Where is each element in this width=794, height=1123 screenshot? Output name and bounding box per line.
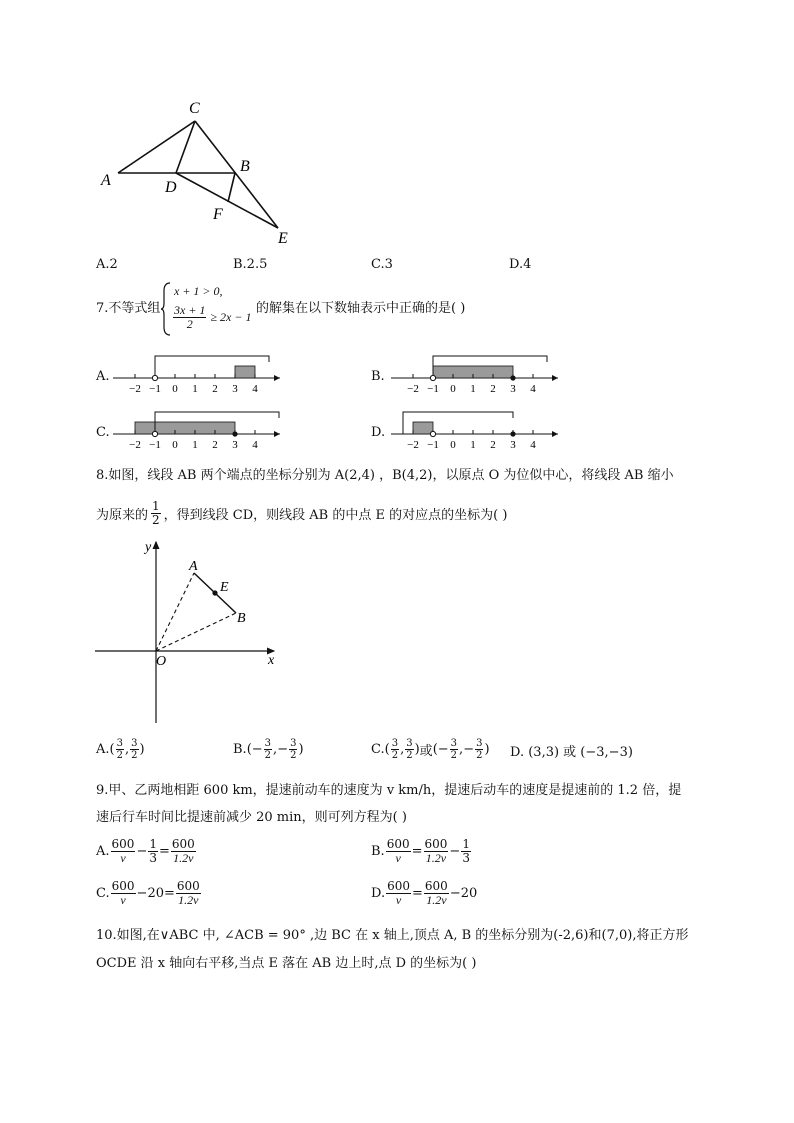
brace-icon [160,281,172,337]
q9-option-d[interactable]: D. $\frac{600}{v}$ = $\frac{600}{1.2v}$ − 20 [371,879,478,907]
axis-arrow [274,431,280,437]
axis-arrow [552,431,558,437]
q8-option-b[interactable]: B. ( − $\frac{3}{2}$ , − $\frac{3}{2}$ ) [233,738,304,761]
number-line-d [383,406,563,456]
tick-label: 0 [172,439,178,451]
tick-label: −1 [427,383,439,395]
q6-option-a[interactable]: A.2 [96,257,118,272]
q7-option-a-label[interactable]: A. [96,369,110,384]
label-e-q8: E [220,580,229,595]
open-endpoint [152,431,157,436]
q6-option-d[interactable]: D.4 [509,257,532,272]
tick-label: 2 [490,383,496,395]
tick-label: 1 [470,439,476,451]
segment-cd [176,121,195,173]
label-C: C [189,100,200,117]
tick-label: −1 [149,383,161,395]
tick-label: 4 [252,439,258,451]
label-o: O [156,654,167,669]
segment-de [176,173,278,228]
number-line-a [105,350,285,400]
number-line-b [383,350,563,400]
q8-line-1: 8.如图，线段 AB 两个端点的坐标分别为 A(2,4) ，B(4,2)，以原点 O 为位似中心，将线段 AB 缩小 [96,468,674,483]
tick-label: 3 [510,383,516,395]
q9-option-a[interactable]: A. $\frac{600}{v}$ − $\frac{1}{3}$ = $\frac{600}{1.2v}$ [96,837,195,865]
q8-option-c[interactable]: C. ( $\frac{3}{2}$ , $\frac{3}{2}$ ) 或 ( − $\frac{3}{2}$ , − $\frac{3}{2}$ ) [371,738,490,761]
closed-endpoint [232,431,237,436]
q6-option-b[interactable]: B.2.5 [233,257,268,272]
q8-line-2-post: ，得到线段 CD，则线段 AB 的中点 E 的对应点的坐标为( ) [163,508,508,523]
point-e [212,590,217,595]
q7-inequality-1: x + 1 > 0, [174,284,223,298]
tick-label: −1 [427,439,439,451]
open-endpoint [430,431,435,436]
open-endpoint [152,375,157,380]
q7-option-c-label[interactable]: C. [96,425,110,440]
label-B: B [240,158,250,175]
label-x: x [268,653,275,668]
tick-label: 0 [172,383,178,395]
solution-shading [235,366,255,378]
q10-line-1: 10.如图,在∨ABC 中, ∠ACB = 90° ,边 BC 在 x 轴上,顶点 A, B 的坐标分别为(-2,6)和(7,0),将正方形 [96,928,689,943]
open-endpoint [430,375,435,380]
tick-label: −2 [407,439,419,451]
segment-ac [118,121,195,173]
label-A: A [101,172,111,189]
q8-line-2-pre: 为原来的 [96,508,149,523]
segment-oa [156,573,194,651]
q7-option-d-label[interactable]: D. [371,425,386,440]
segment-ob [156,613,236,651]
tick-label: 4 [530,439,536,451]
q9-option-b[interactable]: B. $\frac{600}{v}$ = $\frac{600}{1.2v}$ − $\frac{1}{3}$ [371,837,470,865]
q7-option-b-label[interactable]: B. [371,369,385,384]
tick-label: 2 [490,439,496,451]
label-E: E [278,230,288,247]
tick-label: −2 [129,439,141,451]
number-line-c [105,406,285,456]
q8-frac-den: 2 [152,513,160,527]
label-F: F [213,206,223,223]
tick-label: −2 [129,383,141,395]
q9-option-c[interactable]: C. $\frac{600}{v}$ − 20 = $\frac{600}{1.2v}$ [96,879,200,907]
tick-label: 4 [530,383,536,395]
tick-label: 2 [212,439,218,451]
coordinate-figure [92,538,287,728]
tick-label: 3 [232,439,238,451]
segment-bf [228,173,235,202]
q7-inequality-2-rhs: ≥ 2x − 1 [210,310,252,324]
segment-ce [195,121,278,228]
label-a-q8: A [189,559,198,574]
q6-option-c[interactable]: C.3 [371,257,393,272]
q8-option-d[interactable]: D. (3,3) 或 (−3,−3) [510,745,633,760]
tick-label: 0 [450,383,456,395]
axis-arrow [274,375,280,381]
label-y: y [145,540,152,555]
label-D: D [165,179,177,196]
tick-label: 1 [470,383,476,395]
closed-endpoint [510,375,515,380]
triangle-figure [95,95,305,250]
tick-label: 1 [192,383,198,395]
solution-shading [413,422,433,434]
q7-suffix: 的解集在以下数轴表示中正确的是( ) [256,301,466,316]
q7-inequality-2 [172,304,251,331]
q9-line-1: 9.甲、乙两地相距 600 km，提速前动车的速度为 v km/h，提速后动车的速度是提速前的 1.2 倍，提 [96,783,682,798]
q9-line-2: 速后行车时间比提速前减少 20 min，则可列方程为( ) [96,810,407,825]
tick-label: 3 [510,439,516,451]
tick-label: 3 [232,383,238,395]
q7-prefix: 7.不等式组 [96,301,161,316]
q8-line-2 [96,500,507,527]
tick-label: −1 [149,439,161,451]
solution-shading [135,422,235,434]
q7-frac-num: 3x + 1 [174,303,206,317]
closed-endpoint [510,431,515,436]
q8-option-a[interactable]: A. ( $\frac{3}{2}$ , $\frac{3}{2}$ ) [96,738,145,761]
tick-label: 0 [450,439,456,451]
tick-label: 1 [192,439,198,451]
tick-label: −2 [407,383,419,395]
tick-label: 2 [212,383,218,395]
q7-frac-den: 2 [186,317,193,331]
axis-arrow [552,375,558,381]
q8-frac-num: 1 [152,499,160,513]
tick-label: 4 [252,383,258,395]
label-b-q8: B [237,611,246,626]
q10-line-2: OCDE 沿 x 轴向右平移,当点 E 落在 AB 边上时,点 D 的坐标为( ) [96,956,477,971]
